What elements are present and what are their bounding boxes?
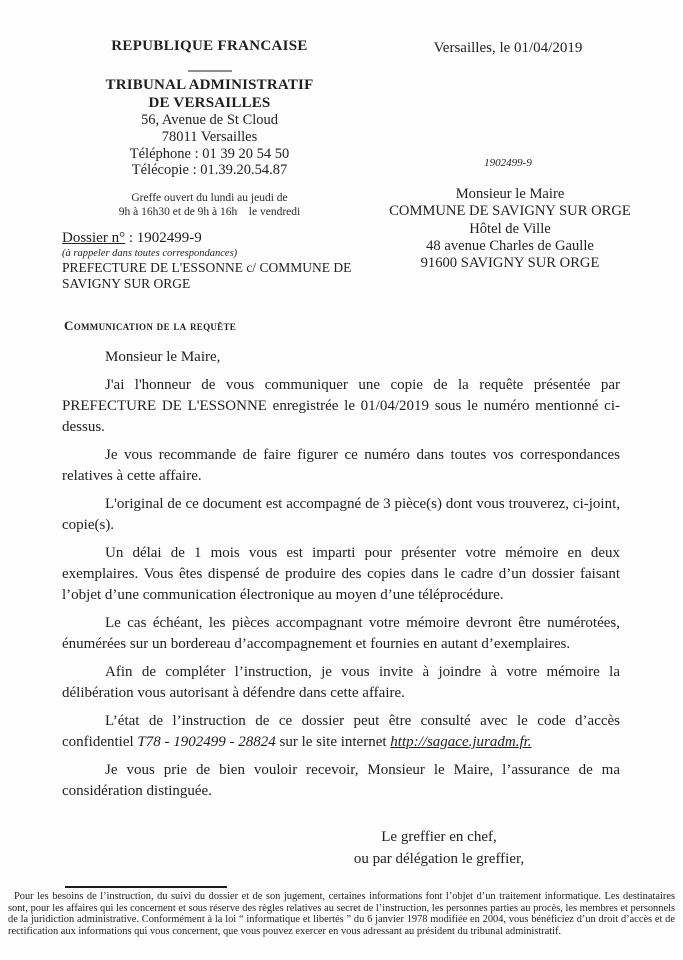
paragraph-request-copy: J'ai l'honneur de vous communiquer une copie de la requête présentée par PREFECTURE DE L'ESSONNE enregistrée le 01/04/2019 sous le numéro mentionné ci-dessus.	[62, 377, 620, 435]
signature-block	[313, 827, 565, 870]
recipient-street: 48 avenue Charles de Gaulle	[426, 237, 594, 254]
confidential-access-code: T78 - 1902499 - 28824	[137, 734, 276, 750]
paragraph-attachments: L'original de ce document est accompagné de 3 pièce(s) dont vous trouverez, ci-joint, copie(s).	[62, 496, 620, 533]
header-divider-rule	[188, 70, 232, 72]
sender-fax: Télécopie : 01.39.20.54.87	[131, 162, 288, 179]
case-parties-line2: SAVIGNY SUR ORGE	[62, 275, 191, 291]
sender-header-block	[62, 38, 357, 219]
paragraph-closing: Je vous prie de bien vouloir recevoir, Monsieur le Maire, l’assurance de ma considération distinguée.	[62, 762, 620, 799]
access-code-text-before: L’état de l’instruction de ce dossier peut être consulté avec le code d’accès confidentiel	[62, 713, 620, 750]
office-hours	[62, 191, 357, 219]
recipient-building: Hôtel de Ville	[469, 220, 551, 237]
paragraph-recommendation: Je vous recommande de faire figurer ce numéro dans toutes vos correspondances relatives à cette affaire.	[62, 447, 620, 484]
case-reference-number: 1902499-9	[484, 157, 532, 169]
footnote-separator-rule	[65, 886, 227, 888]
legal-footer-text: Pour les besoins de l’instruction, du suivi du dossier et de son jugement, certaines informations font l’objet d’un traitement informatique. Les destinataires sont, pour les affaires qui les concernent et sous réserve des règles relatives au secret de l’instruction, les personnes parties au procès, les membres et personnels de la juridiction administrative. Conformément à la loi “ informatique et libertés ” du 6 janvier 1978 modifiée en 2004, vous bénéficiez d’un droit d’accès et de rectification aux informations qui vous concernent, que vous pouvez exercer en vous adressant au président du tribunal administratif.	[8, 891, 675, 938]
sagace-url: http://sagace.juradm.fr.	[390, 734, 532, 750]
office-hours-line2: 9h à 16h30 et de 9h à 16h le vendredi	[118, 206, 301, 219]
republic-title: REPUBLIQUE FRANCAISE	[111, 38, 308, 54]
signature-title: Le greffier en chef,	[381, 829, 497, 845]
sender-city: 78011 Versailles	[161, 128, 258, 145]
recipient-title: Monsieur le Maire	[455, 186, 565, 202]
paragraph-deliberation: Afin de compléter l’instruction, je vous invite à joindre à votre mémoire la délibération vous autorisant à défendre dans cette affaire.	[62, 664, 620, 701]
recipient-address-block	[383, 186, 637, 272]
salutation: Monsieur le Maire,	[105, 349, 221, 365]
sender-phone: Téléphone : 01 39 20 54 50	[129, 145, 290, 162]
office-hours-line1: Greffe ouvert du lundi au jeudi de	[131, 192, 288, 205]
paragraph-access-code	[62, 711, 620, 753]
dossier-label: Dossier n°	[62, 230, 126, 246]
dossier-block	[62, 230, 382, 291]
letter-body	[62, 318, 620, 809]
dossier-number-line	[62, 230, 382, 247]
paragraph-deadline: Un délai de 1 mois vous est imparti pour présenter votre mémoire en deux exemplaires. Vous êtes dispensé de produire des copies dans le cadre d’un dossier faisant l’objet d’une communication électronique au moyen d’une téléprocédure.	[62, 545, 620, 603]
sender-street: 56, Avenue de St Cloud	[140, 112, 279, 128]
court-name-line2: DE VERSAILLES	[148, 94, 271, 111]
dossier-number: : 1902499-9	[125, 230, 202, 246]
dossier-note: (à rappeler dans toutes correspondances)	[62, 248, 238, 259]
access-code-text-middle: sur le site internet	[275, 734, 391, 750]
recipient-commune: COMMUNE DE SAVIGNY SUR ORGE	[389, 203, 631, 220]
paragraph-numbering: Le cas échéant, les pièces accompagnant votre mémoire devront être numérotées, énumérées sur un bordereau d’accompagnement et fournies en autant d’exemplaires.	[62, 615, 620, 652]
recipient-city: 91600 SAVIGNY SUR ORGE	[420, 255, 600, 272]
subject-heading: Communication de la requête	[64, 318, 237, 333]
signature-delegation: ou par délégation le greffier,	[353, 850, 525, 867]
court-name-line1: TRIBUNAL ADMINISTRATIF	[105, 77, 314, 93]
letter-date: Versailles, le 01/04/2019	[433, 40, 583, 56]
case-parties-line1: PREFECTURE DE L'ESSONNE c/ COMMUNE DE	[62, 260, 352, 275]
